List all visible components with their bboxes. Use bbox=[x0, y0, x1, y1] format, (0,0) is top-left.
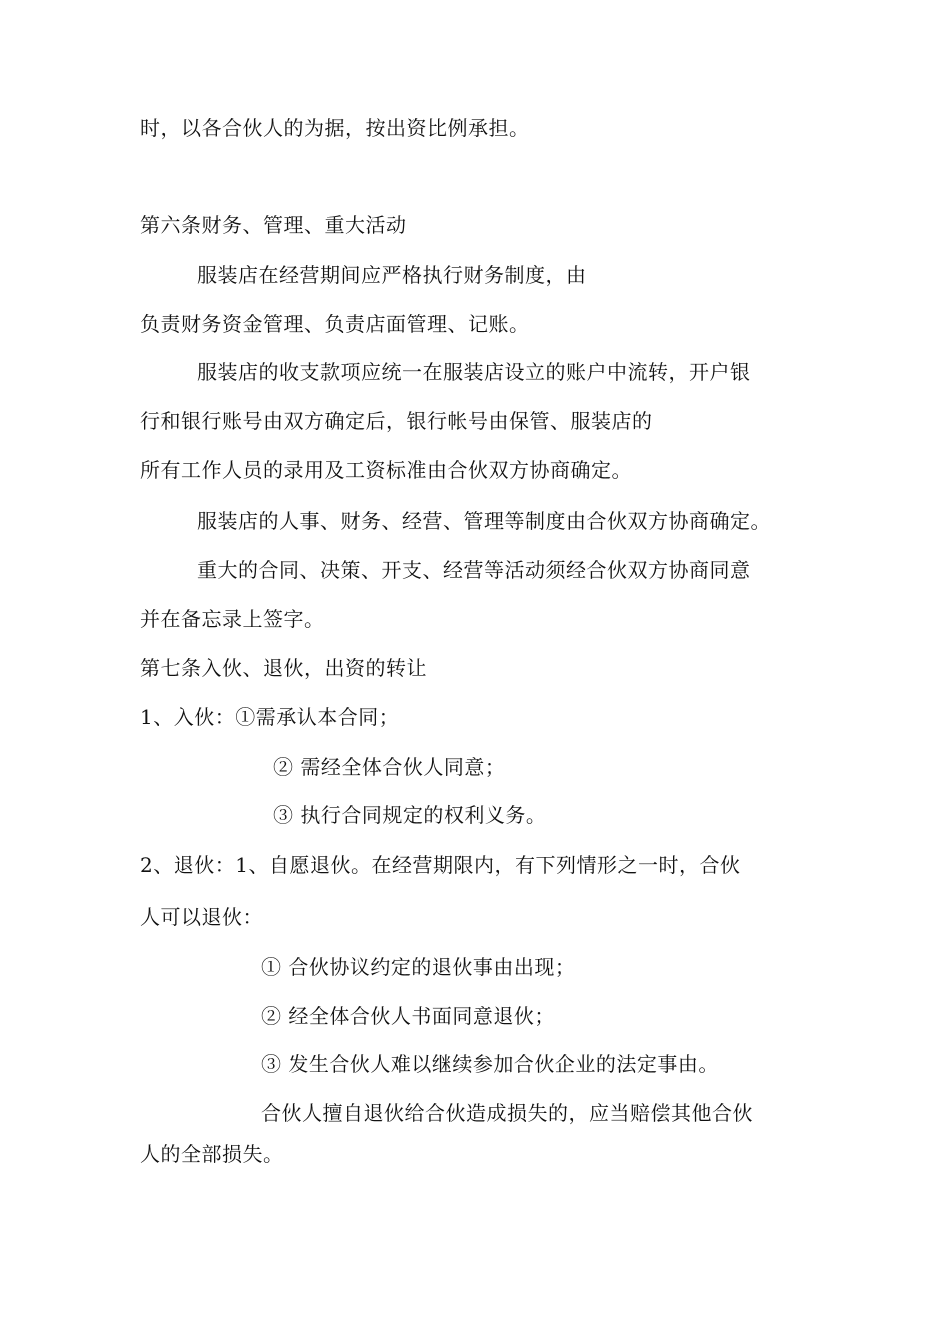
paragraph-line: 重大的合同、决策、开支、经营等活动须经合伙双方协商同意 bbox=[197, 558, 751, 582]
paragraph-line: 负责财务资金管理、负责店面管理、记账。 bbox=[140, 312, 530, 336]
paragraph-line: 服装店的人事、财务、经营、管理等制度由合伙双方协商确定。 bbox=[197, 509, 771, 533]
paragraph-line: 行和银行账号由双方确定后，银行帐号由保管、服装店的 bbox=[140, 409, 653, 433]
paragraph-line: 服装店的收支款项应统一在服装店设立的账户中流转，开户银 bbox=[197, 360, 751, 384]
paragraph-line: 人可以退伙： bbox=[140, 905, 263, 929]
list-item: 1、入伙：①需承认本合同； bbox=[140, 705, 400, 729]
section-heading: 第六条财务、管理、重大活动 bbox=[140, 213, 407, 237]
paragraph-line: 人的全部损失。 bbox=[140, 1142, 284, 1166]
list-item: ② 需经全体合伙人同意； bbox=[273, 755, 506, 779]
paragraph-line: 合伙人擅自退伙给合伙造成损失的，应当赔偿其他合伙 bbox=[261, 1101, 753, 1125]
list-item: 2、退伙：1、自愿退伙。在经营期限内，有下列情形之一时，合伙 bbox=[140, 853, 741, 877]
list-item: ② 经全体合伙人书面同意退伙； bbox=[261, 1004, 555, 1028]
list-item: ③ 发生合伙人难以继续参加合伙企业的法定事由。 bbox=[261, 1052, 719, 1076]
list-item: ① 合伙协议约定的退伙事由出现； bbox=[261, 955, 576, 979]
paragraph-line: 所有工作人员的录用及工资标准由合伙双方协商确定。 bbox=[140, 458, 632, 482]
paragraph-line: 时，以各合伙人的为据，按出资比例承担。 bbox=[140, 116, 530, 140]
list-item: ③ 执行合同规定的权利义务。 bbox=[273, 803, 547, 827]
section-heading: 第七条入伙、退伙，出资的转让 bbox=[140, 656, 427, 680]
paragraph-line: 服装店在经营期间应严格执行财务制度，由 bbox=[197, 263, 587, 287]
paragraph-line: 并在备忘录上签字。 bbox=[140, 607, 325, 631]
